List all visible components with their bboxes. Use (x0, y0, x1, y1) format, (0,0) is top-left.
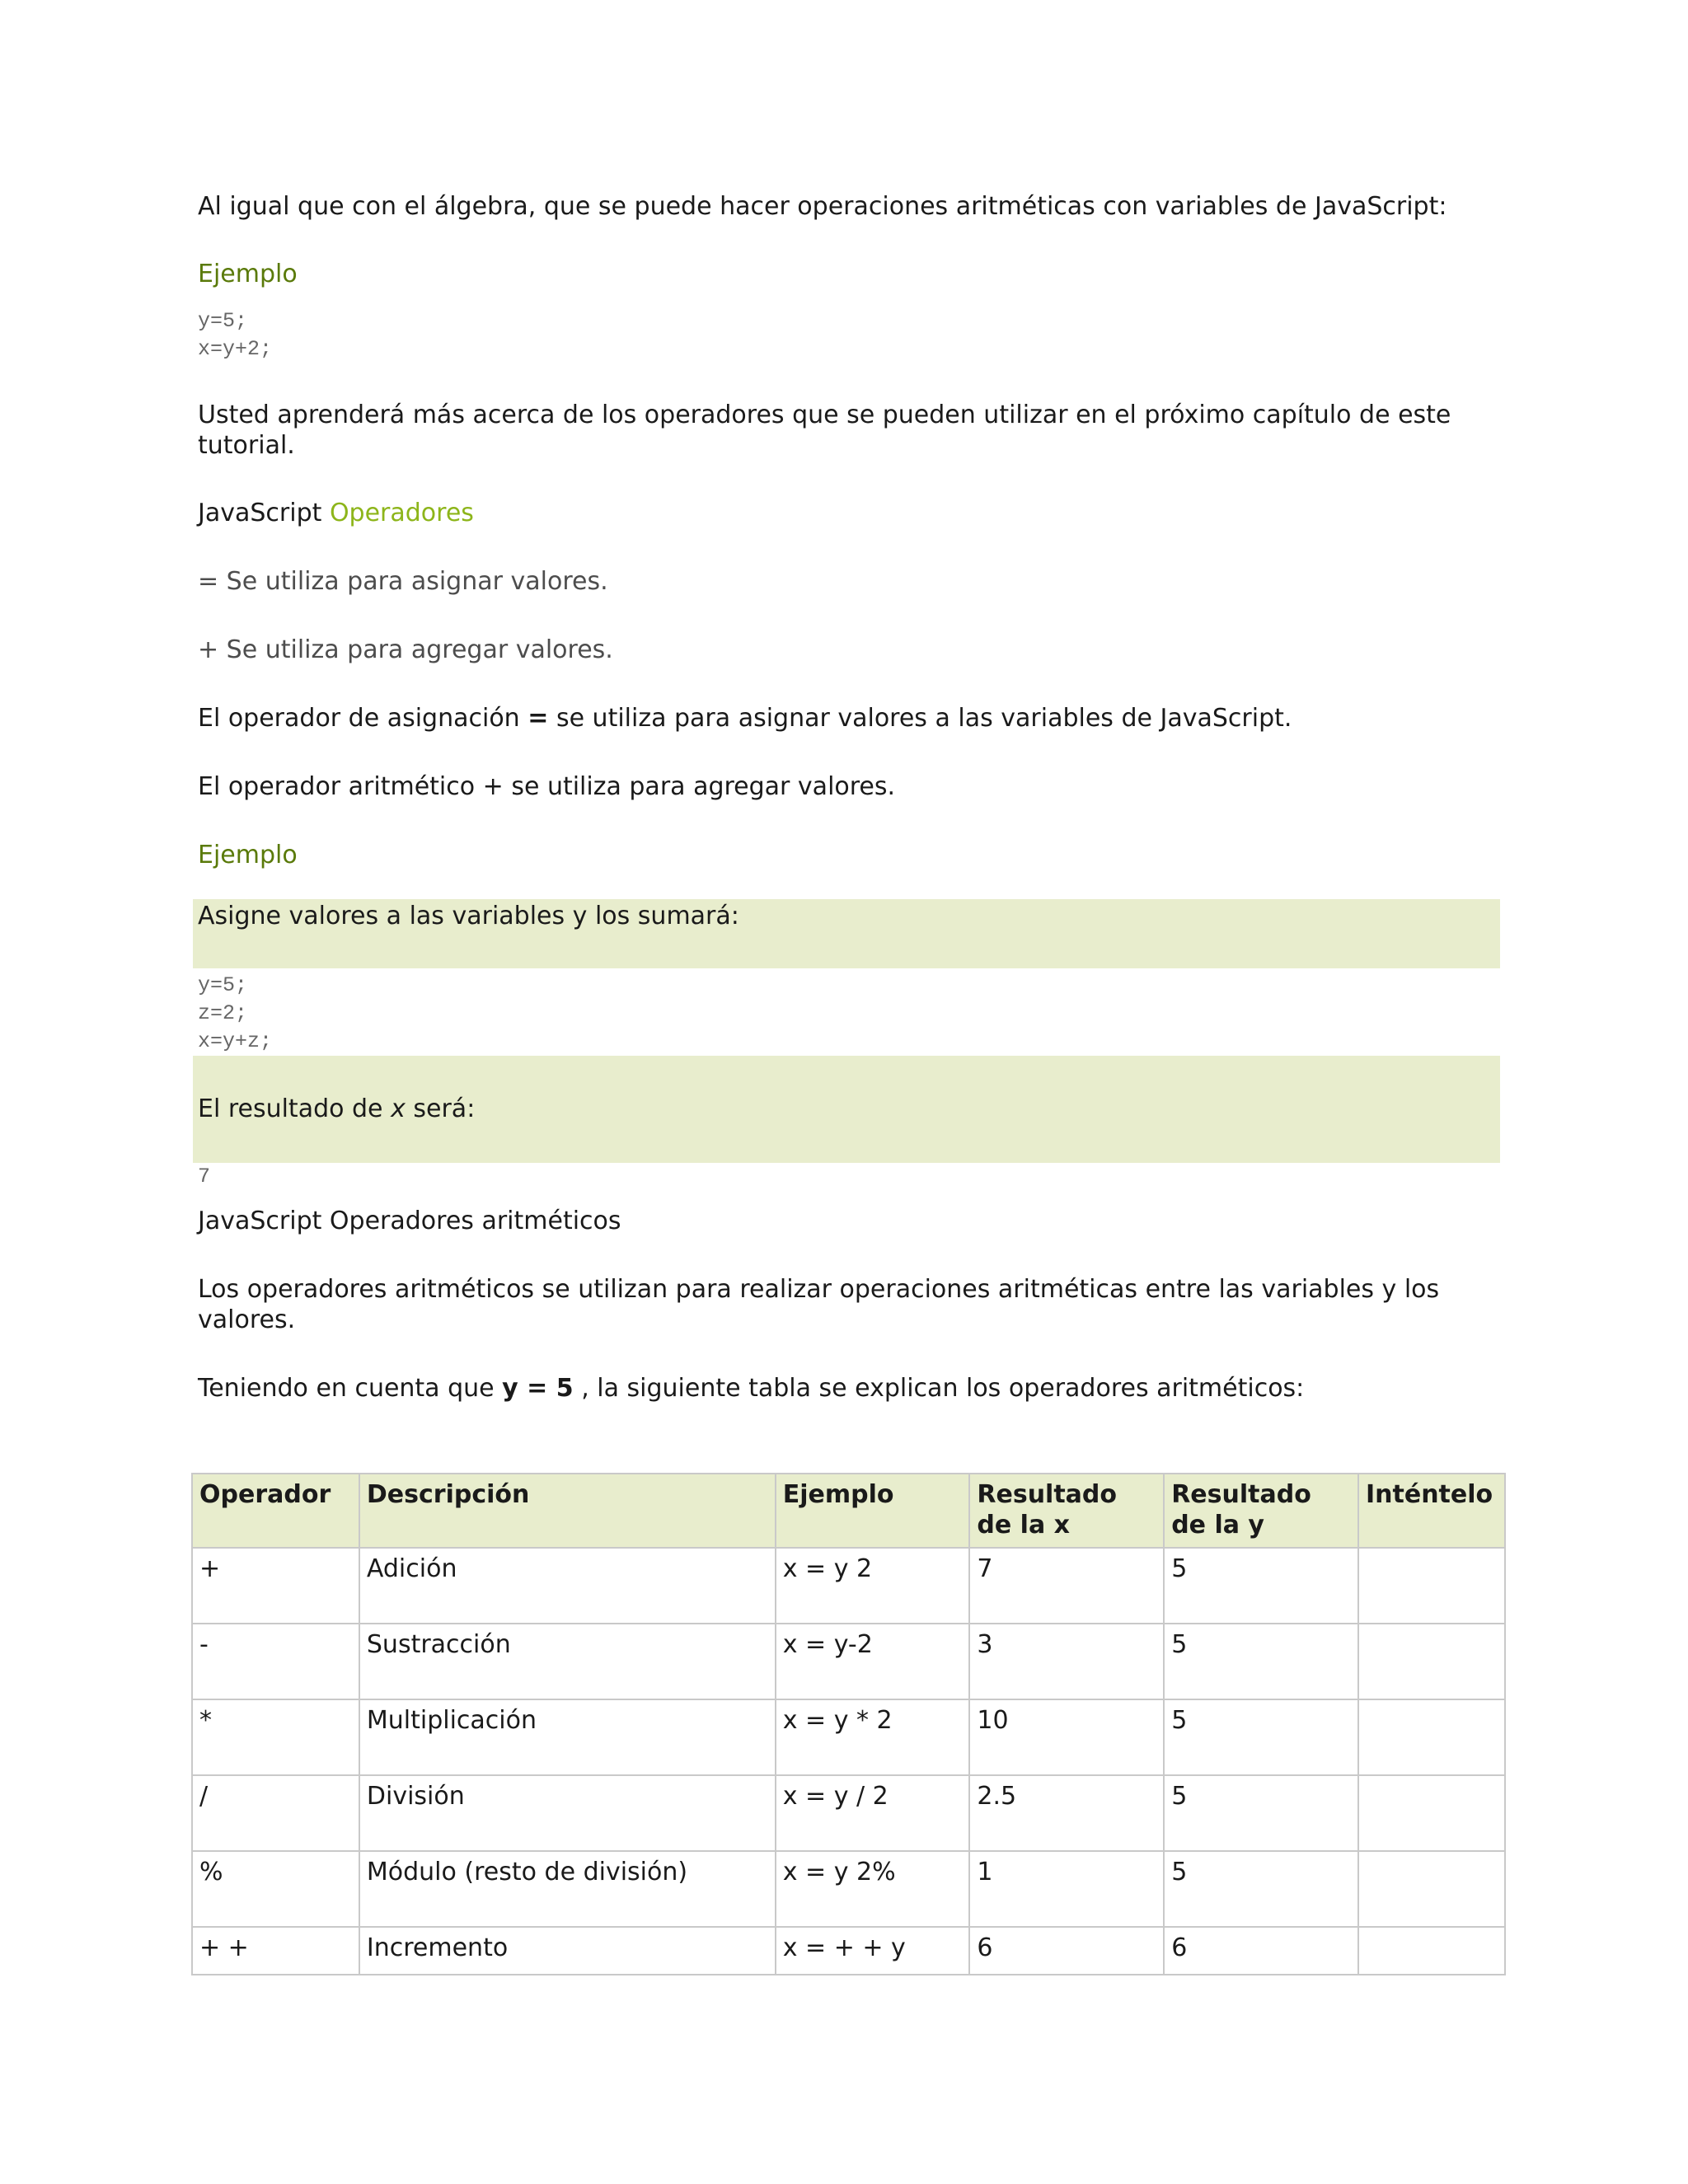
code-line: x=y+2; (198, 337, 273, 361)
assign-before: El operador de asignación (198, 704, 520, 733)
cell-try-it[interactable] (1358, 1927, 1505, 1975)
cell-result-x: 2.5 (969, 1775, 1164, 1851)
cell-try-it[interactable] (1358, 1624, 1505, 1699)
cell-try-it[interactable] (1358, 1699, 1505, 1775)
example-box-1-text: Asigne valores a las variables y los sumará: (198, 902, 739, 930)
cell-result-y: 5 (1164, 1699, 1358, 1775)
cell-example: x = + + y (776, 1927, 970, 1975)
header-resultado-x: Resultado de la x (969, 1474, 1164, 1548)
header-descripcion: Descripción (359, 1474, 776, 1548)
table-row (192, 1548, 1505, 1624)
example-label-2: Ejemplo (198, 841, 298, 869)
code-line: y=5; (198, 973, 248, 997)
document-content (198, 191, 1500, 1404)
table-row (192, 1775, 1505, 1851)
cell-result-y: 6 (1164, 1927, 1358, 1975)
given-before: Teniendo en cuenta que (198, 1374, 495, 1403)
table-row (192, 1699, 1505, 1775)
code-line: y=5; (198, 309, 248, 333)
example-box-1 (193, 899, 1500, 968)
table-row (192, 1624, 1505, 1699)
cell-description: Multiplicación (359, 1699, 776, 1775)
header-intentelo: Inténtelo (1358, 1474, 1505, 1548)
assign-after: se utiliza para asignar valores a las variables de JavaScript. (556, 704, 1292, 733)
header-resultado-y: Resultado de la y (1164, 1474, 1358, 1548)
cell-description: División (359, 1775, 776, 1851)
given-after: , la siguiente tabla se explican los operadores aritméticos: (581, 1374, 1305, 1403)
arith-heading: JavaScript Operadores aritméticos (198, 1207, 621, 1235)
cell-result-x: 3 (969, 1624, 1164, 1699)
cell-result-y: 5 (1164, 1624, 1358, 1699)
result-after: será: (413, 1094, 476, 1123)
result-before: El resultado de (198, 1094, 383, 1123)
add-line: + Se utiliza para agregar valores. (198, 635, 613, 664)
given-bold: y = 5 (502, 1374, 574, 1403)
intro-paragraph: Al igual que con el álgebra, que se puede hacer operaciones aritméticas con variables de JavaScript: (198, 192, 1447, 221)
arith-description: Los operadores aritméticos se utilizan para realizar operaciones aritméticas entre las variables y los valores. (198, 1275, 1440, 1334)
cell-operator: - (192, 1624, 359, 1699)
result-value: 7 (198, 1165, 211, 1188)
cell-result-x: 1 (969, 1851, 1164, 1927)
operators-heading-highlight: Operadores (329, 499, 474, 527)
cell-operator: % (192, 1851, 359, 1927)
example-box-2 (193, 1056, 1500, 1163)
given-paragraph (198, 1373, 1500, 1404)
cell-example: x = y / 2 (776, 1775, 970, 1851)
cell-result-x: 10 (969, 1699, 1164, 1775)
table-header-row (192, 1474, 1505, 1548)
cell-result-y: 5 (1164, 1851, 1358, 1927)
operators-table (191, 1473, 1506, 1975)
example-label: Ejemplo (198, 260, 298, 288)
cell-example: x = y * 2 (776, 1699, 970, 1775)
assign-line: = Se utiliza para asignar valores. (198, 567, 608, 596)
cell-try-it[interactable] (1358, 1775, 1505, 1851)
code-line: z=2; (198, 1001, 248, 1025)
code-block-2 (198, 972, 1500, 1056)
cell-try-it[interactable] (1358, 1548, 1505, 1624)
cell-operator: / (192, 1775, 359, 1851)
cell-result-y: 5 (1164, 1775, 1358, 1851)
cell-example: x = y 2% (776, 1851, 970, 1927)
cell-example: x = y-2 (776, 1624, 970, 1699)
table-row (192, 1927, 1505, 1975)
cell-description: Módulo (resto de división) (359, 1851, 776, 1927)
cell-description: Adición (359, 1548, 776, 1624)
example-box-2-text (198, 1056, 1500, 1124)
header-operador: Operador (192, 1474, 359, 1548)
cell-operator: * (192, 1699, 359, 1775)
cell-example: x = y 2 (776, 1548, 970, 1624)
table-row (192, 1851, 1505, 1927)
result-var: x (391, 1094, 406, 1123)
cell-result-y: 5 (1164, 1548, 1358, 1624)
header-ejemplo: Ejemplo (776, 1474, 970, 1548)
operators-heading (198, 498, 1500, 528)
cell-result-x: 6 (969, 1927, 1164, 1975)
assign-symbol: = (528, 704, 549, 733)
cell-operator: + (192, 1548, 359, 1624)
code-block-1 (198, 307, 1500, 363)
cell-operator: + + (192, 1927, 359, 1975)
cell-result-x: 7 (969, 1548, 1164, 1624)
learn-more-paragraph: Usted aprenderá más acerca de los operadores que se pueden utilizar en el próximo capítulo de este tutorial. (198, 401, 1451, 460)
operators-heading-prefix: JavaScript (198, 499, 322, 527)
arith-operator-paragraph: El operador aritmético + se utiliza para agregar valores. (198, 772, 896, 801)
cell-description: Sustracción (359, 1624, 776, 1699)
assign-operator-paragraph (198, 703, 1500, 733)
cell-description: Incremento (359, 1927, 776, 1975)
code-line: x=y+z; (198, 1029, 273, 1053)
cell-try-it[interactable] (1358, 1851, 1505, 1927)
